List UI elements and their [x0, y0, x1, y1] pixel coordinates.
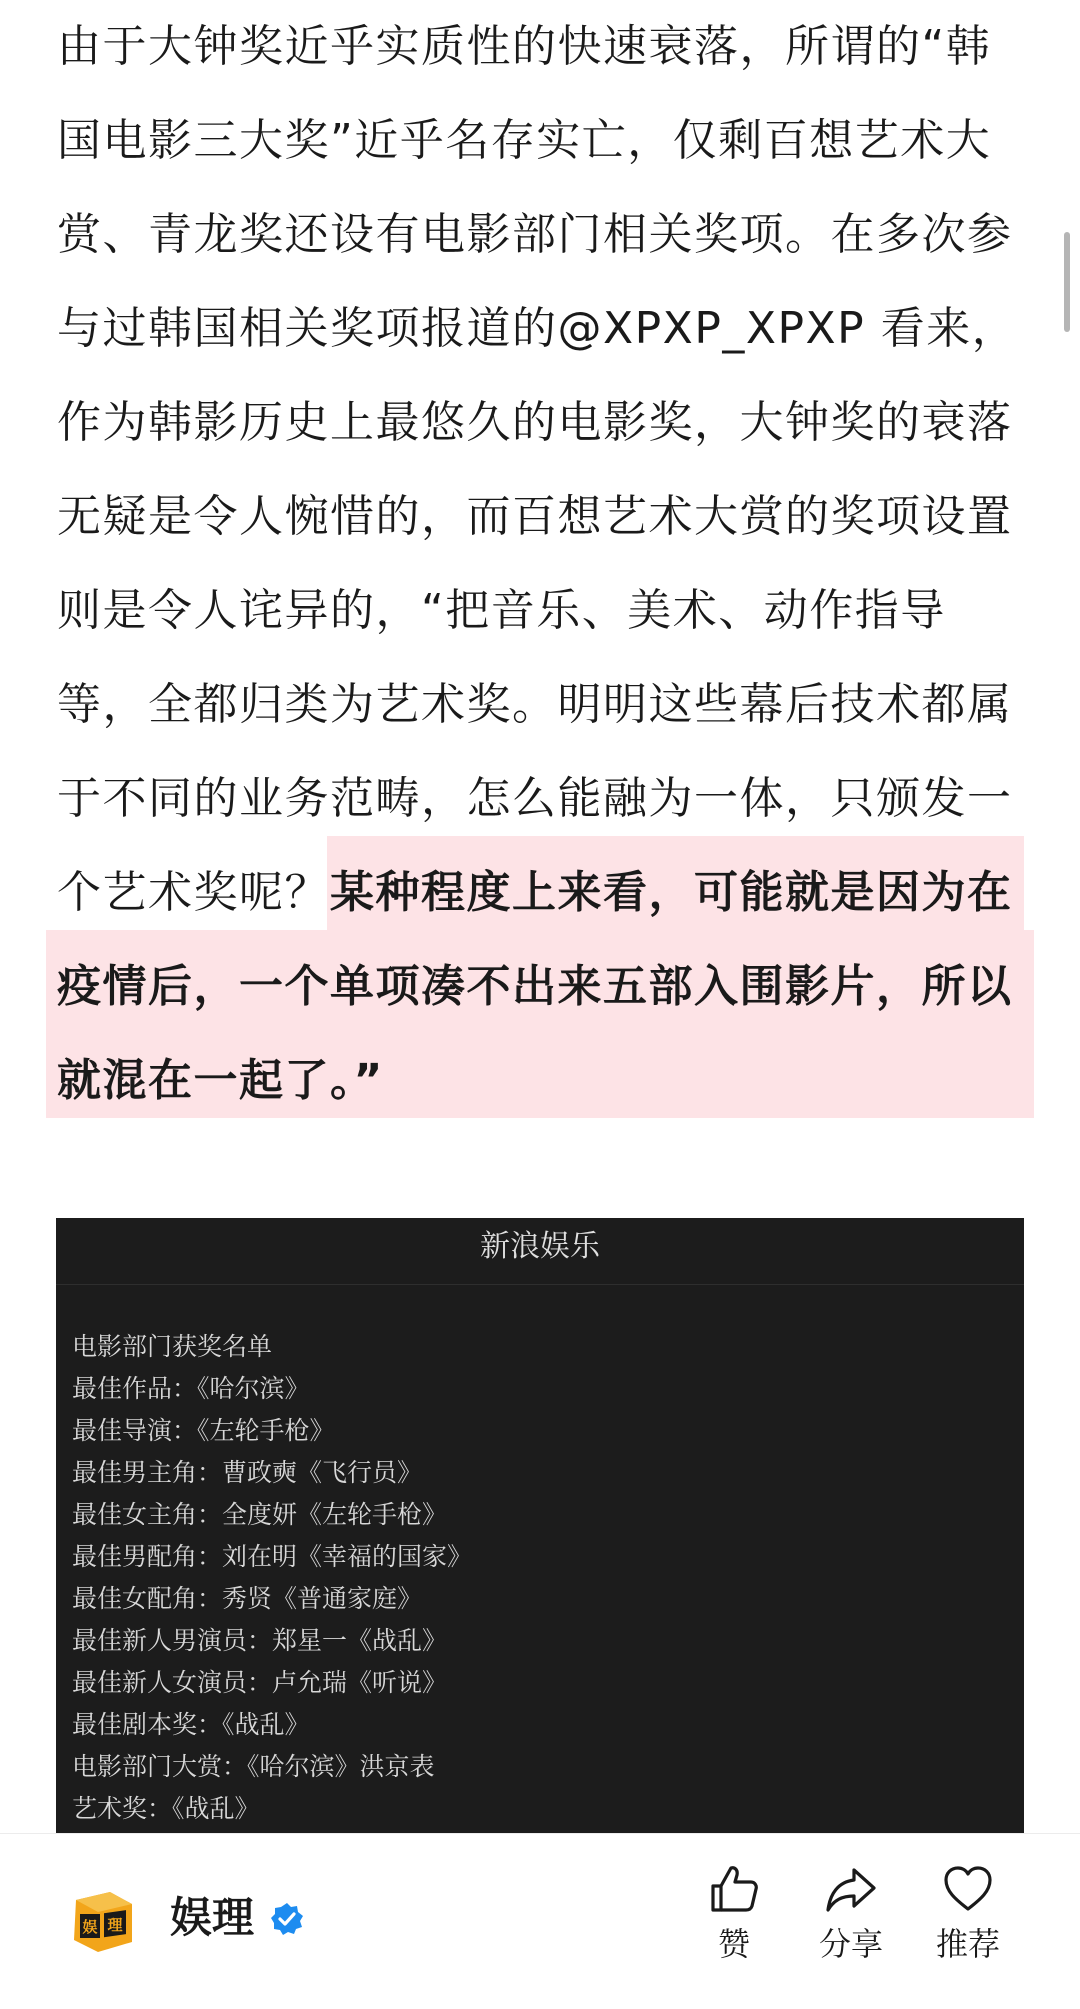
recommend-button[interactable] — [920, 1862, 1016, 1964]
article-line: 则是令人诧异的，“把音乐、美术、动作指导 — [57, 585, 946, 636]
award-list-title: 电影部门获奖名单 — [72, 1332, 273, 1361]
heart-icon — [941, 1862, 995, 1916]
share-label: 分享 — [818, 1925, 883, 1963]
article-line — [57, 846, 1013, 940]
svg-text:娱: 娱 — [82, 1918, 98, 1936]
highlight-text-line-3: 就混在一起了。” — [57, 1055, 384, 1106]
article-line: 与过韩国相关奖项报道的@XPXP_XPXP 看来， — [57, 303, 1018, 354]
award-item: 最佳男主角：曹政奭《飞行员》 — [72, 1458, 423, 1487]
award-item: 电影部门大赏：《哈尔滨》洪京表 — [72, 1752, 435, 1781]
recommend-label: 推荐 — [935, 1925, 1000, 1963]
award-item: 艺术奖：《战乱》 — [72, 1794, 260, 1823]
award-item: 最佳导演：《左轮手枪》 — [72, 1416, 335, 1445]
like-button[interactable] — [686, 1862, 782, 1964]
award-item: 最佳男配角：刘在明《幸福的国家》 — [72, 1542, 473, 1571]
award-item: 最佳新人女演员：卢允瑞《听说》 — [72, 1668, 448, 1697]
article-line: 赏、青龙奖还设有电影部门相关奖项。在多次参 — [57, 209, 1013, 260]
share-button[interactable] — [803, 1862, 899, 1964]
card-header: 新浪娱乐 — [56, 1218, 1024, 1285]
thumb-up-icon — [707, 1862, 761, 1916]
verified-badge-icon — [270, 1902, 304, 1936]
award-item: 最佳新人男演员：郑星一《战乱》 — [72, 1626, 448, 1655]
award-item: 最佳女主角：全度妍《左轮手枪》 — [72, 1500, 448, 1529]
article-line-plain: 个艺术奖呢？ — [57, 867, 330, 918]
article-line: 国电影三大奖”近乎名存实亡，仅剩百想艺术大 — [57, 115, 992, 166]
account-name[interactable]: 娱理 — [170, 1893, 255, 1942]
account-logo-icon[interactable] — [70, 1890, 136, 1954]
svg-text:理: 理 — [107, 1916, 123, 1934]
article-line: 等，全都归类为艺术奖。明明这些幕后技术都属 — [57, 679, 1013, 730]
bottom-action-bar — [0, 1833, 1080, 2009]
highlight-text-line-2: 疫情后，一个单项凑不出来五部入围影片，所以 — [57, 961, 1013, 1012]
article-line: 于不同的业务范畴，怎么能融为一体，只颁发一 — [57, 773, 1013, 824]
share-arrow-icon — [824, 1862, 878, 1916]
award-item: 最佳作品：《哈尔滨》 — [72, 1374, 310, 1403]
award-item: 最佳女配角：秀贤《普通家庭》 — [72, 1584, 423, 1613]
embedded-image-card[interactable] — [56, 1218, 1024, 1833]
highlight-text-line-1: 某种程度上来看，可能就是因为在 — [330, 867, 1013, 918]
article-line: 由于大钟奖近乎实质性的快速衰落，所谓的“韩 — [57, 21, 992, 72]
award-list — [72, 1326, 472, 1830]
article-line: 无疑是令人惋惜的，而百想艺术大赏的奖项设置 — [57, 491, 1013, 542]
award-item: 最佳剧本奖：《战乱》 — [72, 1710, 310, 1739]
article-line: 作为韩影历史上最悠久的电影奖，大钟奖的衰落 — [57, 397, 1013, 448]
scrollbar[interactable] — [1064, 232, 1070, 332]
like-label: 赞 — [717, 1925, 750, 1963]
